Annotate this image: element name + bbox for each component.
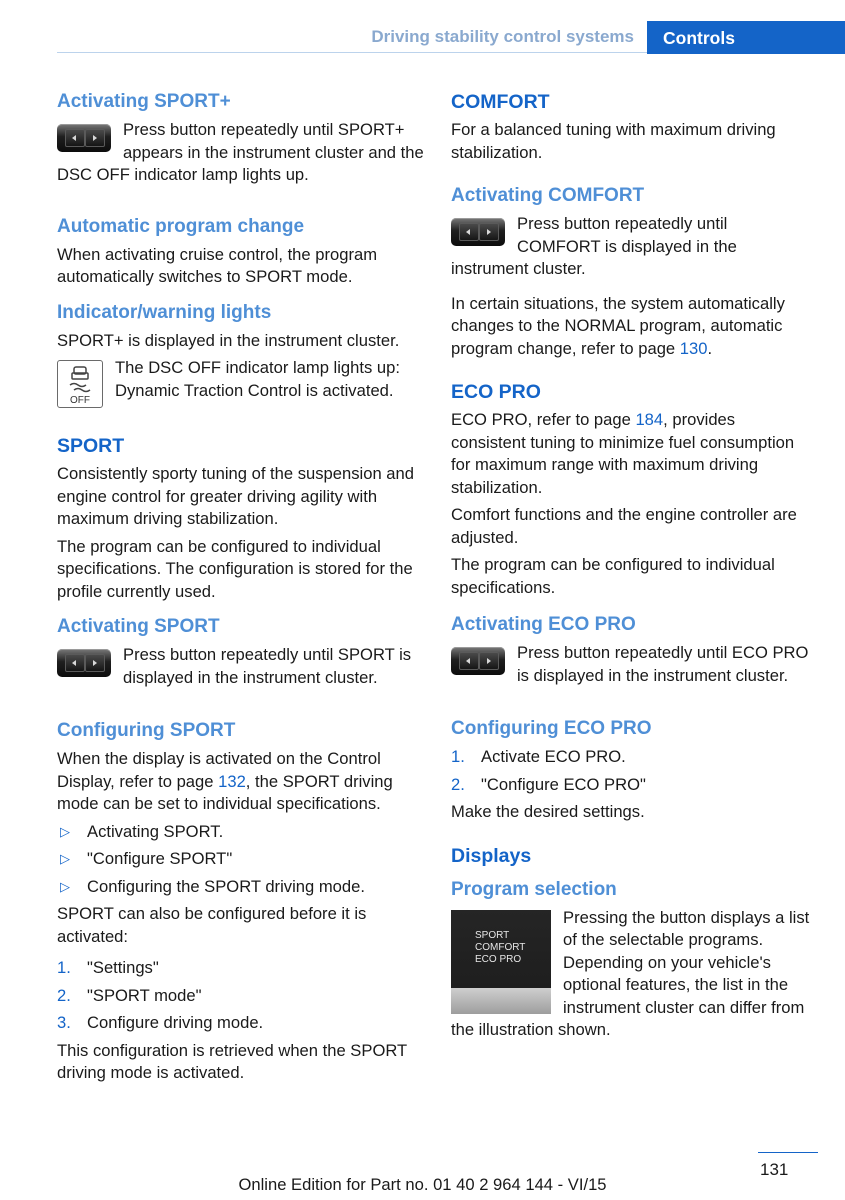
configure-eco-pro-steps [451, 746, 813, 796]
header-chapter-tab [647, 21, 845, 54]
header-section-title: Driving stability control systems [371, 27, 634, 46]
step-text: "SPORT mode" [87, 985, 202, 1005]
program-list-item: ECO PRO [475, 953, 522, 965]
configure-sport-steps [57, 957, 425, 1035]
configuring-sport-text-b: , the SPORT driving mode can be set to individual specifications. [57, 771, 393, 813]
page-link-132[interactable]: 132 [218, 771, 246, 791]
step-number: 1. [451, 747, 465, 766]
heading-comfort: COMFORT [451, 91, 550, 113]
heading-sport: SPORT [57, 435, 125, 457]
activating-sport-text: Press button repeatedly until SPORT is displayed in the instrument cluster. [123, 645, 412, 687]
rocker-switch-icon [57, 124, 111, 152]
eco-pro-text-3: The program can be configured to individual specifications. [451, 555, 775, 597]
activating-sport-plus-text: Press button repeatedly until SPORT+ appears in the instrument cluster and the DSC OFF indicator lamp lights up. [57, 120, 424, 184]
configure-before-activation-text: SPORT can also be configured before it is activated: [57, 904, 367, 946]
list-item [57, 1012, 425, 1035]
heading-indicator-warning-lights: Indicator/warning lights [57, 301, 272, 323]
eco-pro-text-2: Comfort functions and the engine controller are adjusted. [451, 505, 797, 547]
activating-comfort-text: Press button repeatedly until COMFORT is displayed in the instrument cluster. [451, 214, 737, 278]
dsc-off-text: The DSC OFF indicator lamp lights up: Dynamic Traction Control is activated. [115, 358, 400, 400]
automatic-normal-text-a: In certain situations, the system automatically changes to the NORMAL program, automatic program change, refer to page [451, 293, 785, 358]
list-item [57, 985, 425, 1008]
step-text: Activate ECO PRO. [481, 747, 626, 766]
eco-pro-text-1 [451, 409, 813, 499]
left-column [57, 90, 425, 1090]
program-selection-block [451, 907, 813, 1042]
footer-edition: Online Edition for Part no. 01 40 2 964 144 - VI/15 [238, 1175, 607, 1194]
step-number: 3. [57, 1013, 71, 1032]
step-text: Configure driving mode. [87, 1013, 264, 1032]
configuration-retrieved-text: This configuration is retrieved when the SPORT driving mode is activated. [57, 1040, 407, 1082]
activating-comfort-block [451, 213, 813, 281]
right-column [451, 90, 813, 1047]
list-item [57, 957, 425, 980]
heading-displays: Displays [451, 844, 532, 867]
dsc-off-icon [57, 360, 103, 408]
page-number-rule [758, 1152, 818, 1153]
configure-sport-bullets [57, 821, 425, 899]
bullet-triangle-icon: ▷ [60, 878, 70, 894]
header-rule [57, 52, 647, 53]
step-number: 2. [57, 985, 71, 1005]
comfort-text: For a balanced tuning with maximum driving stabilization. [451, 120, 776, 162]
heading-activating-comfort: Activating COMFORT [451, 185, 645, 206]
automatic-normal-text [451, 293, 813, 361]
configuring-sport-text [57, 748, 425, 816]
activating-eco-pro-text: Press button repeatedly until ECO PRO is displayed in the instrument cluster. [517, 643, 809, 685]
program-list-item: COMFORT [475, 941, 526, 953]
program-list [475, 930, 525, 966]
configuring-sport-text-a: When the display is activated on the Control Display, refer to page [57, 749, 381, 791]
list-item-text: Configuring the SPORT driving mode. [87, 876, 365, 896]
heading-configuring-sport: Configuring SPORT [57, 720, 236, 741]
indicator-text: SPORT+ is displayed in the instrument cluster. [57, 330, 400, 350]
display-bezel [451, 988, 551, 1014]
activating-sport-block [57, 644, 425, 689]
heading-program-selection: Program selection [451, 878, 617, 900]
bullet-triangle-icon: ▷ [60, 823, 70, 839]
rocker-switch-icon [451, 218, 505, 246]
program-list-item: SPORT [475, 929, 510, 941]
eco-pro-text-1a: ECO PRO, refer to page [451, 410, 636, 429]
heading-activating-sport: Activating SPORT [57, 616, 220, 637]
page-number: 131 [760, 1160, 789, 1179]
list-item [57, 821, 425, 844]
header-chapter-label: Controls [663, 28, 735, 48]
program-selection-text: Pressing the button displays a list of the selectable programs. Depending on your vehicle's optional features, the list in the instrument cluster can differ from the illustration shown. [451, 907, 810, 1039]
heading-activating-sport-plus: Activating SPORT+ [57, 91, 231, 112]
dsc-off-icon-text: OFF [70, 395, 90, 406]
make-settings-text: Make the desired settings. [451, 802, 645, 821]
sport-text-1: Consistently sporty tuning of the suspension and engine control for greater driving agility with maximum driving stabilization. [57, 464, 414, 528]
heading-configuring-eco-pro: Configuring ECO PRO [451, 718, 652, 739]
eco-pro-text-1b: , provides consistent tuning to minimize fuel consumption for maximum range with maximum driving stabilization. [451, 410, 795, 497]
automatic-program-change-text: When activating cruise control, the program automatically switches to SPORT mode. [57, 244, 378, 286]
rocker-switch-icon [451, 647, 505, 675]
rocker-switch-icon [57, 649, 111, 677]
sport-text-2: The program can be configured to individual specifications. The configuration is stored for the profile currently used. [57, 536, 413, 601]
step-number: 2. [451, 774, 465, 794]
page-link-130[interactable]: 130 [679, 338, 708, 358]
step-text: "Configure ECO PRO" [481, 774, 646, 794]
dsc-off-block [57, 357, 425, 408]
step-number: 1. [57, 958, 71, 977]
activating-sport-plus-block [57, 119, 425, 187]
list-item-text: "Configure SPORT" [87, 849, 233, 868]
automatic-normal-text-b: . [707, 338, 713, 358]
list-item [451, 746, 813, 769]
list-item [57, 848, 425, 871]
step-text: "Settings" [87, 958, 159, 977]
list-item [451, 774, 813, 797]
list-item-text: Activating SPORT. [87, 821, 224, 841]
heading-automatic-program-change: Automatic program change [57, 215, 305, 237]
bullet-triangle-icon: ▷ [60, 851, 70, 866]
program-selection-display-image [451, 910, 551, 1014]
heading-eco-pro: ECO PRO [451, 381, 541, 403]
page-link-184[interactable]: 184 [635, 410, 664, 429]
list-item [57, 876, 425, 899]
heading-activating-eco-pro: Activating ECO PRO [451, 614, 636, 635]
activating-eco-pro-block [451, 642, 813, 687]
